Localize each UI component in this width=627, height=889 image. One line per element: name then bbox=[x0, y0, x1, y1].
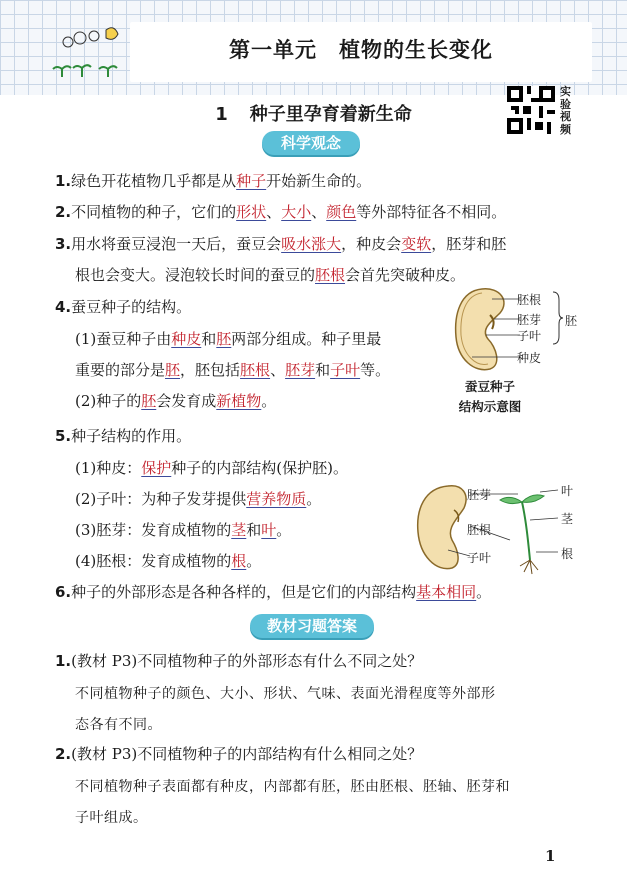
section-answers: 教材习题答案 bbox=[250, 614, 374, 638]
fig2-label: 子叶 bbox=[467, 551, 492, 565]
fig2-label: 胚芽 bbox=[467, 488, 492, 502]
question-1: 1.(教材 P3)不同植物种子的外部形态有什么不同之处？ bbox=[55, 652, 423, 670]
qr-label-char: 验 bbox=[560, 97, 571, 111]
answer-1-line-1: 不同植物种子的颜色、大小、形状、气味、表面光滑程度等外部形 bbox=[75, 686, 496, 702]
concept-1: 1.绿色开花植物几乎都是从种子开始新生命的。 bbox=[55, 172, 372, 190]
answer-text: 新植物 bbox=[216, 392, 262, 410]
fig1-label: 种皮 bbox=[517, 351, 542, 365]
concept-4: 4.蚕豆种子的结构。 bbox=[55, 298, 192, 316]
concept-5-role-4: (4)胚根：发育成植物的根。 bbox=[75, 552, 262, 570]
concept-5-role-2: (2)子叶：为种子发芽提供营养物质。 bbox=[75, 490, 322, 508]
answer-1-line-2: 态各有不同。 bbox=[75, 717, 162, 733]
answer-text: 胚根 bbox=[240, 361, 271, 379]
answer-text: 胚 bbox=[216, 330, 232, 348]
unit-title: 第一单元 植物的生长变化 bbox=[229, 38, 493, 62]
fig2-label: 叶 bbox=[561, 484, 574, 498]
concept-3-line-2: 根也会变大。浸泡较长时间的蚕豆的胚根会首先突破种皮。 bbox=[75, 266, 466, 284]
answer-text: 吸水涨大 bbox=[281, 235, 342, 253]
answer-2-line-1: 不同植物种子表面都有种皮，内部都有胚，胚由胚根、胚轴、胚芽和 bbox=[75, 779, 510, 795]
concept-3: 3.用水将蚕豆浸泡一天后，蚕豆会吸水涨大，种皮会变软，胚芽和胚 bbox=[55, 235, 507, 253]
fig1-label: 胚根 bbox=[517, 293, 542, 307]
qr-label-char: 频 bbox=[560, 122, 571, 136]
qr-label bbox=[560, 86, 576, 136]
concept-5-role-1: (1)种皮：保护种子的内部结构(保护胚)。 bbox=[75, 459, 348, 477]
question-2: 2.(教材 P3)不同植物种子的内部结构有什么相同之处？ bbox=[55, 745, 423, 763]
answer-text: 叶 bbox=[261, 521, 277, 539]
lesson-name: 种子里孕育着新生命 bbox=[249, 104, 412, 125]
lesson-number: 1 bbox=[215, 104, 228, 125]
concept-2: 2.不同植物的种子，它们的形状、大小、颜色等外部特征各不相同。 bbox=[55, 203, 507, 221]
qr-label-char: 视 bbox=[560, 110, 571, 123]
answer-text: 子叶 bbox=[330, 361, 361, 379]
answer-text: 根 bbox=[231, 552, 247, 570]
fig2-label: 胚根 bbox=[467, 523, 492, 537]
answer-text: 颜色 bbox=[326, 203, 357, 221]
concept-6: 6.种子的外部形态是各种各样的，但是它们的内部结构基本相同。 bbox=[55, 583, 492, 601]
fig1-caption: 结构示意图 bbox=[458, 399, 522, 414]
brace-icon bbox=[552, 290, 564, 346]
qr-code-icon[interactable] bbox=[507, 86, 555, 134]
answer-text: 形状 bbox=[236, 203, 267, 221]
bean-seed-diagram bbox=[452, 285, 522, 375]
fig1-label: 胚芽 bbox=[517, 313, 542, 327]
answer-text: 胚根 bbox=[315, 266, 346, 284]
concept-5: 5.种子结构的作用。 bbox=[55, 427, 192, 445]
concept-4-part-2: (2)种子的胚会发育成新植物。 bbox=[75, 392, 277, 410]
section-concepts: 科学观念 bbox=[262, 131, 360, 155]
answer-text: 变软 bbox=[401, 235, 432, 253]
answer-text: 营养物质 bbox=[246, 490, 307, 508]
answer-text: 胚 bbox=[141, 392, 157, 410]
answer-text: 种子 bbox=[236, 172, 267, 190]
concept-4-part-1-line-2: 重要的部分是胚，胚包括胚根、胚芽和子叶等。 bbox=[75, 361, 391, 379]
concept-4-part-1: (1)蚕豆种子由种皮和胚两部分组成。种子里最 bbox=[75, 330, 382, 348]
answer-2-line-2: 子叶组成。 bbox=[75, 810, 148, 826]
page-number: 1 bbox=[545, 847, 556, 865]
answer-text: 胚芽 bbox=[285, 361, 316, 379]
fig2-label: 根 bbox=[561, 547, 574, 561]
answer-text: 基本相同 bbox=[416, 583, 477, 601]
answer-text: 茎 bbox=[231, 521, 247, 539]
sprout-decoration-icon bbox=[50, 22, 130, 84]
fig1-group-label: 胚 bbox=[565, 314, 578, 328]
answer-text: 种皮 bbox=[171, 330, 202, 348]
qr-label-char: 实 bbox=[560, 85, 571, 98]
fig2-label: 茎 bbox=[561, 512, 574, 526]
concept-5-role-3: (3)胚芽：发育成植物的茎和叶。 bbox=[75, 521, 292, 539]
fig1-label: 子叶 bbox=[517, 329, 542, 343]
answer-text: 胚 bbox=[165, 361, 181, 379]
answer-text: 保护 bbox=[141, 459, 172, 477]
answer-text: 大小 bbox=[281, 203, 312, 221]
fig1-caption: 蚕豆种子 bbox=[464, 379, 515, 394]
